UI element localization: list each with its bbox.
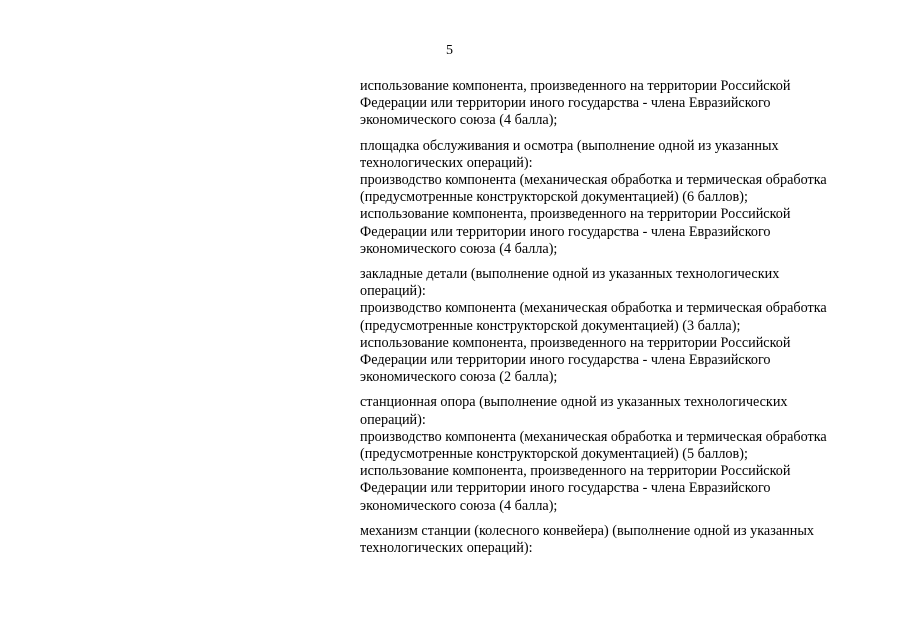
text-line: использование компонента, произведенного на территории Российской: [360, 334, 791, 351]
text-line: экономического союза (4 балла);: [360, 497, 558, 514]
text-line: Федерации или территории иного государства - члена Евразийского: [360, 480, 771, 497]
text-line: использование компонента, произведенного на территории Российской: [360, 206, 791, 223]
text-line: использование компонента, произведенного на территории Российской: [360, 463, 791, 480]
text-line: операций):: [360, 411, 426, 428]
text-line: Федерации или территории иного государства - члена Евразийского: [360, 95, 771, 112]
text-line: экономического союза (4 балла);: [360, 240, 558, 257]
text-line: (предусмотренные конструкторской документацией) (6 баллов);: [360, 189, 748, 206]
text-line: площадка обслуживания и осмотра (выполнение одной из указанных: [360, 137, 779, 154]
text-line: закладные детали (выполнение одной из указанных технологических: [360, 266, 780, 283]
text-line: производство компонента (механическая обработка и термическая обработка: [360, 428, 827, 445]
text-line: операций):: [360, 283, 426, 300]
text-line: производство компонента (механическая обработка и термическая обработка: [360, 300, 827, 317]
text-line: экономического союза (2 балла);: [360, 369, 558, 386]
text-line: использование компонента, произведенного на территории Российской: [360, 78, 791, 94]
paragraph: [360, 394, 880, 514]
paragraph: [360, 266, 880, 386]
text-line: механизм станции (колесного конвейера) (выполнение одной из указанных: [360, 522, 814, 539]
text-line: Федерации или территории иного государства - члена Евразийского: [360, 223, 771, 240]
text-line: технологических операций):: [360, 540, 533, 557]
text-line: экономического союза (4 балла);: [360, 112, 558, 129]
text-line: технологических операций):: [360, 154, 533, 171]
document-body: [360, 78, 880, 565]
page-number: 5: [446, 43, 453, 58]
paragraph: [360, 523, 880, 557]
text-line: Федерации или территории иного государства - члена Евразийского: [360, 352, 771, 369]
text-line: (предусмотренные конструкторской документацией) (3 балла);: [360, 317, 741, 334]
text-line: (предусмотренные конструкторской документацией) (5 баллов);: [360, 446, 748, 463]
paragraph: [360, 78, 880, 130]
text-line: станционная опора (выполнение одной из указанных технологических: [360, 394, 788, 411]
text-line: производство компонента (механическая обработка и термическая обработка: [360, 172, 827, 189]
paragraph: [360, 138, 880, 258]
